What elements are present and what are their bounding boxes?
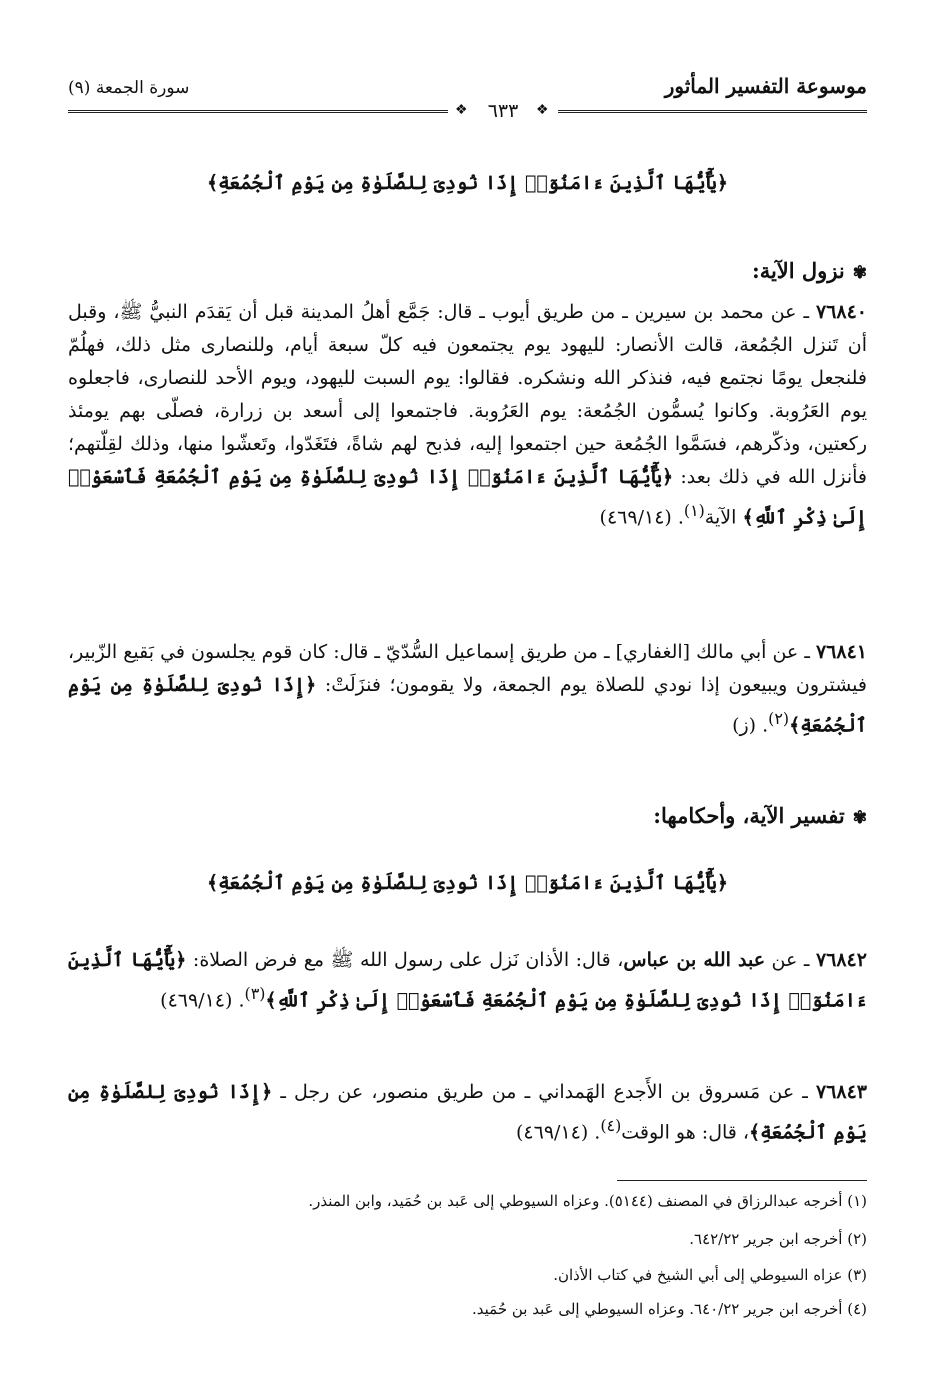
section-heading-revelation — [752, 258, 867, 283]
footnote-3: (٣) عزاه السيوطي إلى أبي الشيخ في كتاب الأذان. — [553, 1266, 867, 1284]
surah-label: سورة الجمعة (٩) — [68, 78, 190, 98]
flower-icon: ✾ — [852, 808, 867, 828]
quran-quote: ﴿إِذَا نُودِىَ لِلصَّلَوٰةِ مِن يَوْمِ ٱلْجُمُعَةِ﴾ — [68, 1081, 867, 1144]
volume-reference: . (٤٦٩/١٤) — [160, 989, 245, 1012]
volume-reference: . (٤٦٩/١٤) — [599, 506, 684, 529]
hadith-text: ـ عن — [765, 949, 816, 971]
section-heading-text: نزول الآية: — [751, 258, 845, 283]
hadith-number: ٧٦٨٤٠ — [815, 301, 867, 323]
footnote-separator — [617, 1180, 867, 1181]
footnote-4: (٤) أخرجه ابن جرير ٦٤٠/٢٢. وعزاه السيوطي إلى عَبد بن حُمَيد. — [472, 1300, 867, 1318]
footnote-1: (١) أخرجه عبدالرزاق في المصنف (٥١٤٤). وعزاه السيوطي إلى عَبد بن حُمَيد، وابن المنذر. — [308, 1192, 867, 1210]
opening-verse: ﴿يَٰٓأَيُّهَا ٱلَّذِينَ ءَامَنُوٓا۟ إِذَا نُودِىَ لِلصَّلَوٰةِ مِن يَوْمِ ٱلْجُمُعَةِ﴾ — [206, 172, 729, 194]
hadith-text: ـ عن محمد بن سيرين ـ من طريق أيوب ـ قال: جَمَّع أهلُ المدينة قبل أن يَقدَم النبيُّ ﷺ، وقبل أن تَنزل الجُمُعة، قالت الأنصار: لليهود يوم يجتمعون فيه كلّ سبعة أيام، وللنصارى مثل ذلك، فهلُمّ فلنجعل يومًا نجتمع فيه، فنذكر الله ونشكره. فقالوا: يوم السبت لليهود، ويوم الأحد للنصارى، فاجعلوه يوم العَرُوبة. وكانوا يُسمُّون الجُمُعة: يوم العَرُوبة. فاجتمعوا إلى أسعد بن زرارة، فصلّى بهم يومئذ ركعتين، وذكّرهم، فسَمَّوا الجُمُعة حين اجتمعوا إليه، فذبح لهم شاةً، فتَغَدّوا، وتَعشّوا منها، وذلك لقِلّتهم؛ فأنزل الله في ذلك بعد: — [68, 301, 868, 488]
hadith-number: ٧٦٨٤١ — [815, 641, 867, 663]
hadith-text: الآية — [704, 506, 743, 529]
page-number: ٦٣٣ — [487, 100, 519, 122]
hadith-paragraph-76842 — [68, 944, 867, 1017]
hadith-number: ٧٦٨٤٣ — [815, 1081, 867, 1103]
section-heading-text: تفسير الآية، وأحكامها: — [653, 803, 845, 828]
section-heading-tafsir — [653, 803, 867, 828]
hadith-number: ٧٦٨٤٢ — [815, 949, 867, 971]
footnote-2: (٢) أخرجه ابن جرير ٦٤٢/٢٢. — [689, 1230, 867, 1248]
hadith-text: ـ عن أبي مالك [الغفاري] ـ من طريق إسماعيل السُّدّيّ ـ قال: كان قوم يجلسون في بَقيع الزّبير، فيشترون ويبيعون إذا نودي للصلاة يوم الجمعة، ولا يقومون؛ فنزَلَتْ: — [68, 641, 867, 696]
footnote-marker: (٢) — [768, 709, 790, 728]
quran-quote: ﴿إِذَا نُودِىَ لِلصَّلَوٰةِ مِن يَوْمِ ٱلْجُمُعَةِ﴾ — [68, 674, 867, 737]
volume-reference: . (٤٦٩/١٤) — [516, 1121, 601, 1144]
hadith-paragraph-76840 — [68, 296, 867, 534]
ornament-icon: ❖ — [455, 102, 468, 118]
narrator-name: عبد الله بن عباس — [623, 949, 766, 971]
volume-reference: . (ز) — [732, 714, 769, 737]
quran-quote: ﴿يَٰٓأَيُّهَا ٱلَّذِينَ ءَامَنُوٓا۟ إِذَا نُودِىَ لِلصَّلَوٰةِ مِن يَوْمِ ٱلْجُمُعَةِ فَٱسْعَوْا۟ إِلَىٰ ذِكْرِ ٱللَّهِ﴾ — [68, 949, 867, 1012]
ornament-icon: ❖ — [536, 102, 549, 118]
flower-icon: ✾ — [852, 263, 867, 283]
footnote-marker: (١) — [683, 501, 705, 520]
footnote-marker: (٤) — [600, 1116, 622, 1135]
section-verse: ﴿يَٰٓأَيُّهَا ٱلَّذِينَ ءَامَنُوٓا۟ إِذَا نُودِىَ لِلصَّلَوٰةِ مِن يَوْمِ ٱلْجُمُعَةِ﴾ — [206, 872, 729, 894]
footnote-marker: (٣) — [244, 984, 266, 1003]
hadith-text: ـ عن مَسروق بن الأَجدع الهَمداني ـ من طريق منصور، عن رجل ـ — [272, 1081, 816, 1103]
hadith-text: ، قال: هو الوقت — [621, 1121, 750, 1144]
book-title: موسوعة التفسير المأثور — [664, 74, 867, 98]
hadith-text: ، قال: الأذان نَزل على رسول الله ﷺ مع فرض الصلاة: — [186, 949, 624, 971]
quran-quote: ﴿يَٰٓأَيُّهَا ٱلَّذِينَ ءَامَنُوٓا۟ إِذَا نُودِىَ لِلصَّلَوٰةِ مِن يَوْمِ ٱلْجُمُعَةِ فَٱسْعَوْا۟ إِلَىٰ ذِكْرِ ٱللَّهِ﴾ — [68, 466, 867, 529]
hadith-paragraph-76843 — [68, 1076, 867, 1149]
hadith-paragraph-76841 — [68, 636, 867, 742]
